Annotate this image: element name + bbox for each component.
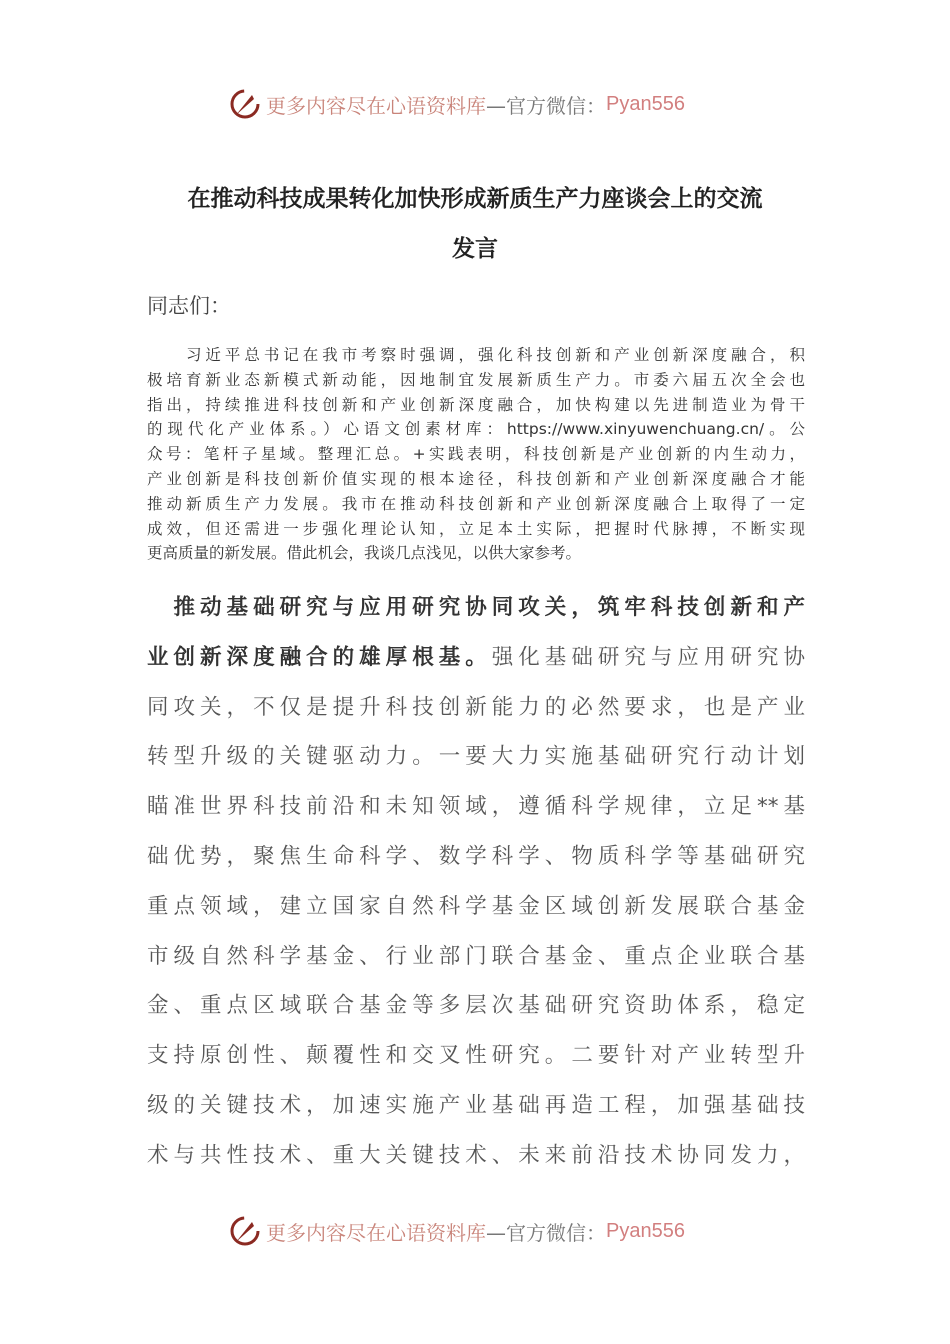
quill-logo-icon xyxy=(228,1214,262,1248)
text-line: 产业创新是科技创新价值实现的根本途径，科技创新和产业创新深度融合才能 xyxy=(147,469,805,488)
section-heading: 业创新深度融合的雄厚根基。 xyxy=(147,644,492,670)
text-line: 众号：笔杆子星域。整理汇总。+实践表明，科技创新是产业创新的内生动力， xyxy=(147,445,805,464)
text-line: 更高质量的新发展。借此机会，我谈几点浅见，以供大家参考。 xyxy=(147,544,582,563)
watermark-wechat-id: Pyan556 xyxy=(606,92,685,115)
text-line: 极培育新业态新模式新动能，因地制宜发展新质生产力。市委六届五次全会也 xyxy=(147,370,805,389)
watermark-footer xyxy=(228,1211,685,1251)
text-line: 级的关键技术，加速实施产业基础再造工程，加强基础技 xyxy=(147,1092,805,1118)
watermark-text: 更多内容尽在心语资料库 xyxy=(266,1220,486,1245)
text-line: 术与共性技术、重大关键技术、未来前沿技术协同发力， xyxy=(147,1142,805,1168)
section-heading: 推动基础研究与应用研究协同攻关，筑牢科技创新和产 xyxy=(147,595,805,620)
section-paragraph xyxy=(147,583,805,1181)
watermark-text: —官方微信： xyxy=(486,93,606,118)
text-line: 重点领域，建立国家自然科学基金区域创新发展联合基金 xyxy=(147,893,805,919)
greeting: 同志们： xyxy=(147,294,231,318)
text-line: 的现代化产业体系。）心语文创素材库：https://www.xinyuwenchuang.cn/。公 xyxy=(147,420,805,439)
text-line: 指出，持续推进科技创新和产业创新深度融合，加快构建以先进制造业为骨干 xyxy=(147,395,805,414)
document-title-line2: 发言 xyxy=(452,236,498,262)
watermark-text: 更多内容尽在心语资料库 xyxy=(266,93,486,118)
watermark-text: —官方微信： xyxy=(486,1220,606,1245)
text-line: 础优势，聚焦生命科学、数学科学、物质科学等基础研究 xyxy=(147,843,805,869)
text-line: 习近平总书记在我市考察时强调，强化科技创新和产业创新深度融合，积 xyxy=(147,346,805,364)
watermark-header xyxy=(228,84,685,124)
text-line: 转型升级的关键驱动力。一要大力实施基础研究行动计划 xyxy=(147,744,805,770)
text-line: 支持原创性、颠覆性和交叉性研究。二要针对产业转型升 xyxy=(147,1043,805,1069)
watermark-wechat-id: Pyan556 xyxy=(606,1219,685,1242)
text-line: 推动新质生产力发展。我市在推动科技创新和产业创新深度融合上取得了一定 xyxy=(147,494,805,513)
text-line: 瞄准世界科技前沿和未知领域，遵循科学规律，立足**基 xyxy=(147,794,805,820)
text-line: 金、重点区域联合基金等多层次基础研究资助体系，稳定 xyxy=(147,993,805,1019)
text-line: 成效，但还需进一步强化理论认知，立足本土实际，把握时代脉搏，不断实现 xyxy=(147,519,805,538)
text-line: 同攻关，不仅是提升科技创新能力的必然要求，也是产业 xyxy=(147,694,805,720)
document-title: 在推动科技成果转化加快形成新质生产力座谈会上的交流 xyxy=(187,186,763,212)
text-line: 市级自然科学基金、行业部门联合基金、重点企业联合基 xyxy=(147,943,805,969)
intro-paragraph xyxy=(147,343,805,566)
quill-logo-icon xyxy=(228,87,262,121)
text-line: 强化基础研究与应用研究协 xyxy=(491,644,805,670)
